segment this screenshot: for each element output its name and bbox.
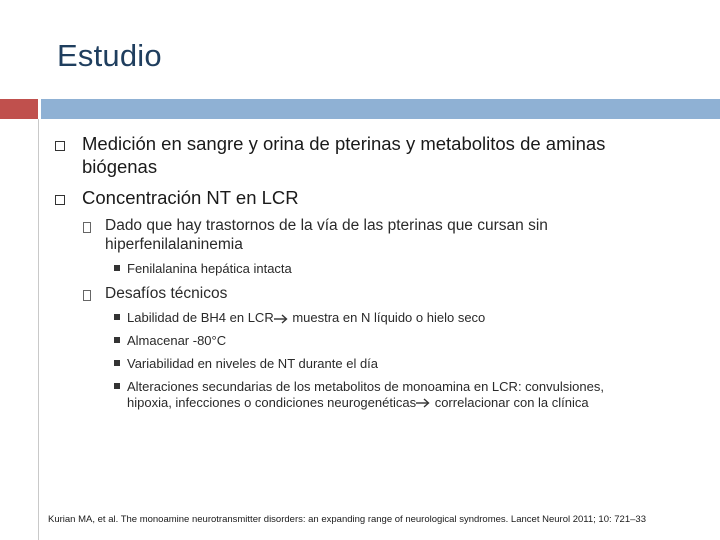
sub-item-1 [105, 217, 548, 255]
accent-bar-red [0, 99, 38, 119]
small-square-bullet-icon [114, 337, 120, 343]
bullet-item-1 [82, 133, 605, 178]
small-square-bullet-icon [114, 383, 120, 389]
detail-item-b4-line1: Alteraciones secundarias de los metabolitos de monoamina en LCR: convulsiones, [127, 379, 604, 394]
detail-item-b1-text: Labilidad de BH4 en LCR [127, 310, 274, 325]
sub-item-2: Desafíos técnicos [105, 285, 228, 302]
detail-item-a1: Fenilalanina hepática intacta [127, 261, 292, 276]
right-arrow-icon [274, 314, 288, 324]
square-bullet-icon [55, 141, 65, 151]
detail-item-b2: Almacenar -80°C [127, 333, 227, 348]
detail-item-b3: Variabilidad en niveles de NT durante el día [127, 356, 379, 371]
small-square-bullet-icon [114, 265, 120, 271]
small-square-bullet-icon [114, 314, 120, 320]
small-square-bullet-icon [114, 360, 120, 366]
right-arrow-icon [416, 398, 430, 408]
bullet-item-1-line1: Medición en sangre y orina de pterinas y metabolitos de aminas [82, 133, 606, 154]
detail-item-b1-result: muestra en N líquido o hielo seco [288, 310, 486, 325]
sub-item-1-line1: Dado que hay trastornos de la vía de las pterinas que cursan sin [105, 217, 548, 234]
divider-line [38, 119, 39, 540]
detail-item-b4 [127, 379, 604, 411]
reference-citation: Kurian MA, et al. The monoamine neurotransmitter disorders: an expanding range of neurological syndromes. Lancet Neurol 2011; 10: 721–33 [48, 514, 646, 525]
placeholder-bullet-icon [83, 290, 91, 301]
accent-bar-blue [41, 99, 720, 119]
detail-item-b4-text: hipoxia, infecciones o condiciones neurogenéticas [127, 394, 417, 410]
square-bullet-icon [55, 195, 65, 205]
bullet-item-2: Concentración NT en LCR [82, 187, 299, 208]
detail-item-b1 [127, 310, 485, 326]
slide-title: Estudio [57, 38, 162, 73]
placeholder-bullet-icon [83, 222, 91, 233]
detail-item-b4-line2 [127, 395, 604, 411]
detail-item-b4-result: correlacionar con la clínica [431, 394, 589, 410]
sub-item-1-line2: hiperfenilalaninemia [105, 235, 243, 253]
bullet-item-1-line2: biógenas [82, 155, 158, 177]
